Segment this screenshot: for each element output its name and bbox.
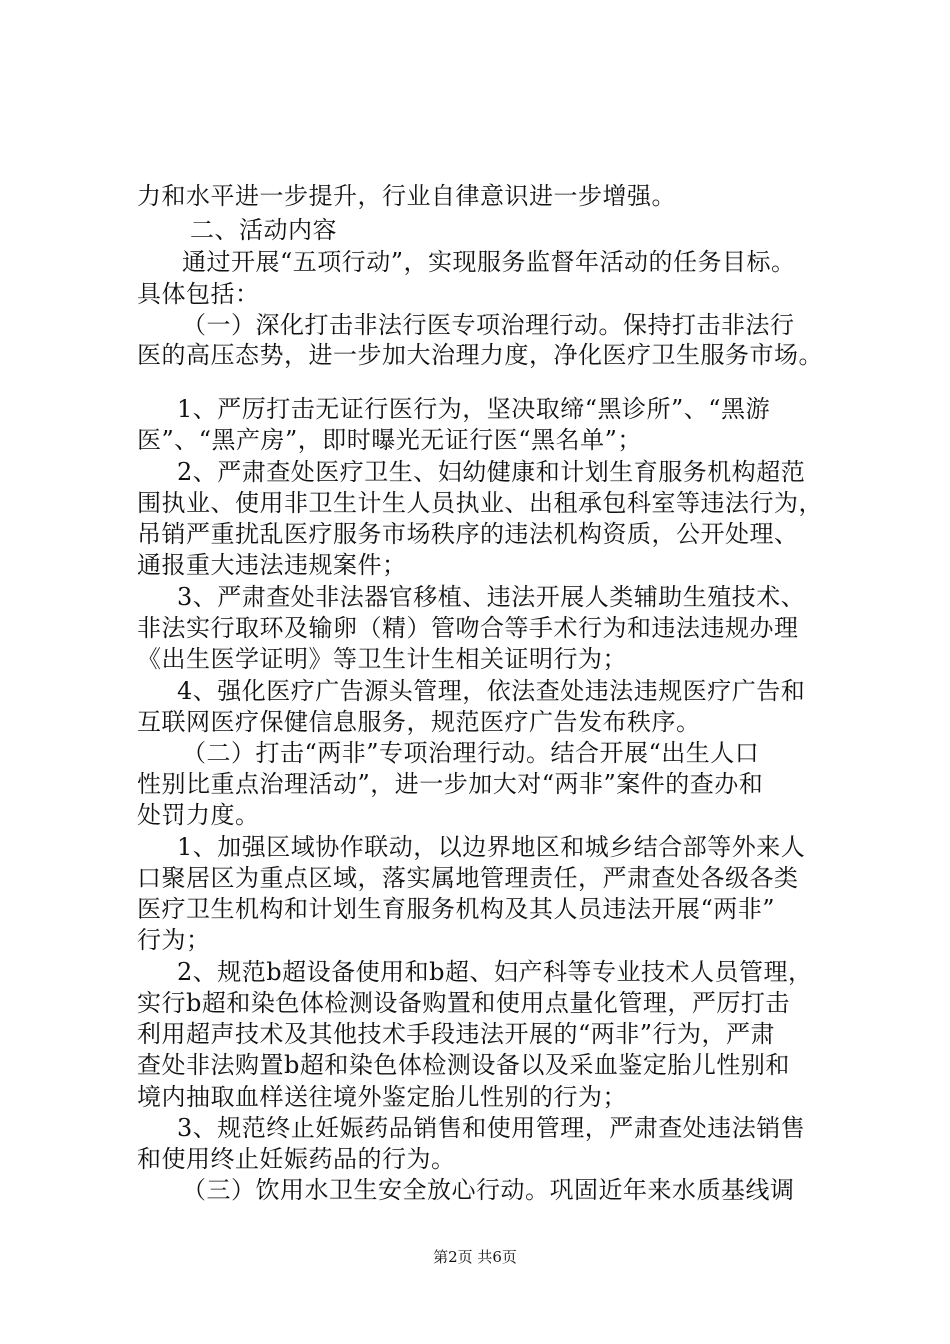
- body-line-14: 非法实行取环及输卵（精）管吻合等手术行为和违法违规办理: [137, 614, 799, 642]
- body-line-19: 性别比重点治理活动”，进一步加大对“两非”案件的查办和: [137, 770, 764, 798]
- body-line-22: 口聚居区为重点区域，落实属地管理责任，严肃查处各级各类: [137, 864, 799, 892]
- body-line-8: 医”、“黑产房”，即时曝光无证行医“黑名单”；: [137, 426, 642, 454]
- body-line-17: 互联网医疗保健信息服务，规范医疗广告发布秩序。: [137, 708, 701, 736]
- body-line-4: 具体包括：: [137, 280, 260, 308]
- page-number-footer: 第2页 共6页: [433, 1248, 517, 1266]
- body-line-27: 利用超声技术及其他技术手段违法开展的“两非”行为，严肃: [137, 1020, 776, 1048]
- list-item-2-2: 2、规范b超设备使用和b超、妇产科等专业技术人员管理，: [177, 958, 813, 986]
- subsection-heading-1: （一）深化打击非法行医专项治理行动。保持打击非法行: [182, 311, 795, 339]
- body-line-15: 《出生医学证明》等卫生计生相关证明行为；: [137, 645, 627, 673]
- body-line-20: 处罚力度。: [137, 801, 260, 829]
- list-item-1-4: 4、强化医疗广告源头管理，依法查处违法违规医疗广告和: [177, 677, 806, 705]
- body-line-31: 和使用终止妊娠药品的行为。: [137, 1145, 456, 1173]
- body-line-26: 实行b超和染色体检测设备购置和使用点量化管理，严厉打击: [137, 989, 790, 1017]
- body-line-1: 力和水平进一步提升，行业自律意识进一步增强。: [137, 182, 676, 210]
- list-item-2-1: 1、加强区域协作联动，以边界地区和城乡结合部等外来人: [177, 833, 806, 861]
- section-heading: 二、活动内容: [190, 216, 337, 244]
- body-line-24: 行为；: [137, 926, 211, 954]
- body-line-6: 医的高压态势，进一步加大治理力度，净化医疗卫生服务市场。: [137, 341, 823, 369]
- body-line-11: 吊销严重扰乱医疗服务市场秩序的违法机构资质，公开处理、: [137, 520, 799, 548]
- list-item-2-3: 3、规范终止妊娠药品销售和使用管理，严肃查处违法销售: [177, 1114, 806, 1142]
- list-item-1-3: 3、严肃查处非法器官移植、违法开展人类辅助生殖技术、: [177, 583, 806, 611]
- list-item-1-1: 1、严厉打击无证行医行为，坚决取缔“黑诊所”、“黑游: [177, 395, 771, 423]
- body-line-12: 通报重大违法违规案件；: [137, 551, 407, 579]
- body-line-3: 通过开展“五项行动”，实现服务监督年活动的任务目标。: [182, 248, 796, 276]
- subsection-heading-2: （二）打击“两非”专项治理行动。结合开展“出生人口: [182, 739, 760, 767]
- body-line-23: 医疗卫生机构和计划生育服务机构及其人员违法开展“两非”: [137, 895, 776, 923]
- body-line-10: 围执业、使用非卫生计生人员执业、出租承包科室等违法行为，: [137, 489, 823, 517]
- list-item-1-2: 2、严肃查处医疗卫生、妇幼健康和计划生育服务机构超范: [177, 458, 806, 486]
- subsection-heading-3: （三）饮用水卫生安全放心行动。巩固近年来水质基线调: [182, 1176, 795, 1204]
- body-line-28: 查处非法购置b超和染色体检测设备以及采血鉴定胎儿性别和: [137, 1051, 790, 1079]
- body-line-29: 境内抽取血样送往境外鉴定胎儿性别的行为；: [137, 1083, 627, 1111]
